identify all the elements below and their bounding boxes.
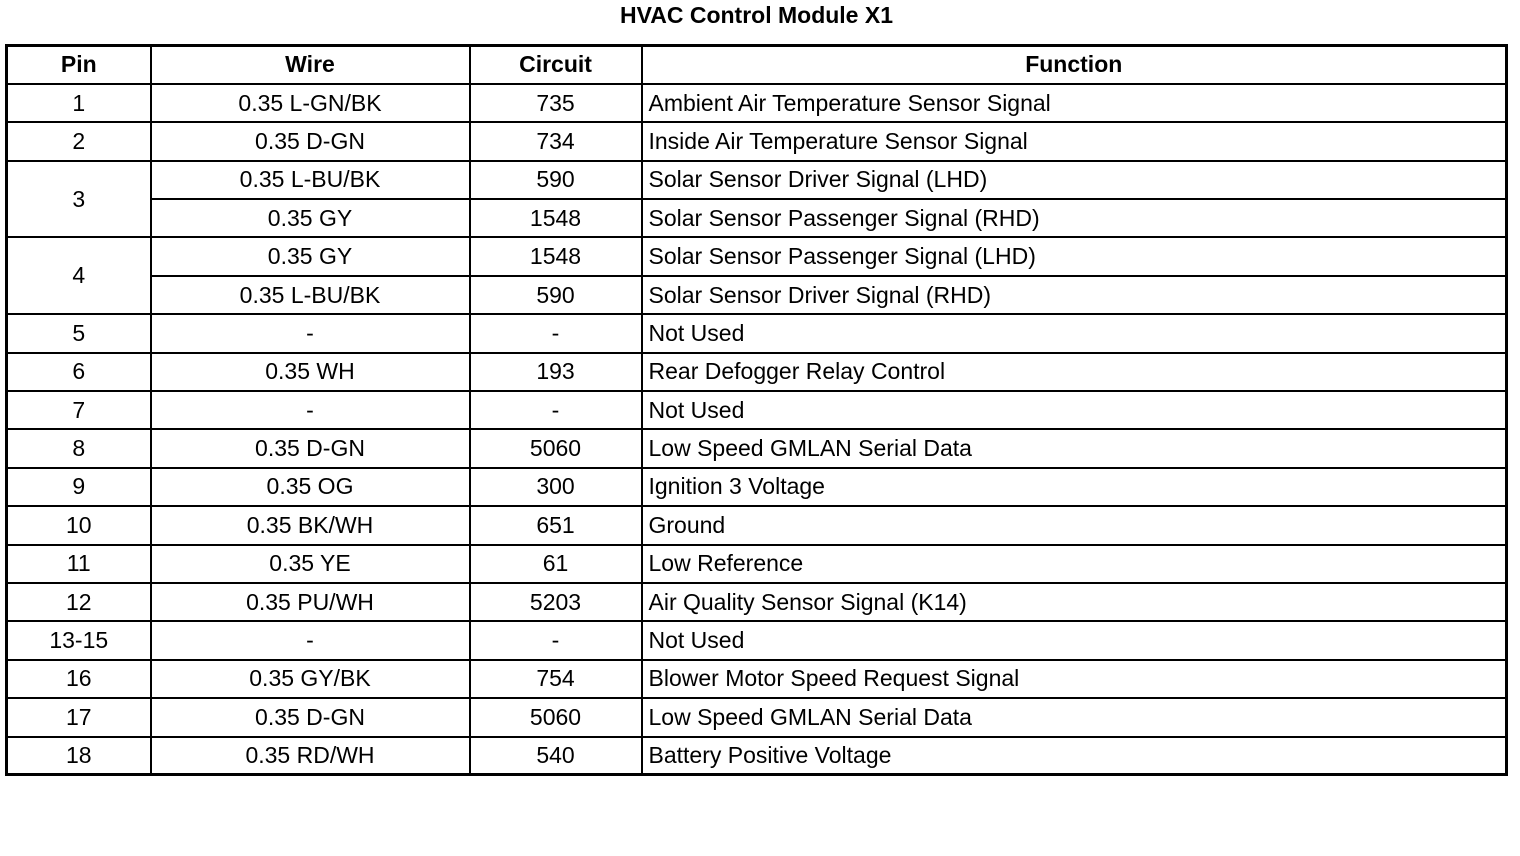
circuit-cell: 5060	[470, 429, 642, 467]
function-cell: Battery Positive Voltage	[642, 737, 1507, 775]
table-row	[7, 314, 1507, 352]
wire-cell: 0.35 WH	[151, 353, 470, 391]
table-row	[7, 737, 1507, 775]
pin-cell: 5	[7, 314, 151, 352]
table-row	[7, 429, 1507, 467]
circuit-cell: 5060	[470, 698, 642, 736]
table-row	[7, 506, 1507, 544]
wire-cell: 0.35 D-GN	[151, 698, 470, 736]
function-cell: Blower Motor Speed Request Signal	[642, 660, 1507, 698]
function-cell: Solar Sensor Passenger Signal (RHD)	[642, 199, 1507, 237]
table-row	[7, 122, 1507, 160]
wire-cell: 0.35 BK/WH	[151, 506, 470, 544]
circuit-cell: 590	[470, 276, 642, 314]
circuit-cell: 651	[470, 506, 642, 544]
header-row	[7, 46, 1507, 84]
circuit-cell: -	[470, 621, 642, 659]
pin-cell: 16	[7, 660, 151, 698]
table-row	[7, 237, 1507, 275]
circuit-cell: 61	[470, 545, 642, 583]
table-title: HVAC Control Module X1	[619, 2, 893, 28]
pin-cell: 1	[7, 84, 151, 122]
pin-cell: 6	[7, 353, 151, 391]
table-row	[7, 468, 1507, 506]
wire-cell: 0.35 L-BU/BK	[151, 276, 470, 314]
circuit-cell: 5203	[470, 583, 642, 621]
function-cell: Low Speed GMLAN Serial Data	[642, 429, 1507, 467]
header-function: Function	[642, 46, 1507, 84]
pin-cell: 9	[7, 468, 151, 506]
wire-cell: 0.35 L-BU/BK	[151, 161, 470, 199]
pin-cell: 3	[7, 161, 151, 238]
table-row	[7, 698, 1507, 736]
wire-cell: 0.35 D-GN	[151, 122, 470, 160]
table-row	[7, 391, 1507, 429]
wire-cell: 0.35 L-GN/BK	[151, 84, 470, 122]
circuit-cell: 540	[470, 737, 642, 775]
wire-cell: -	[151, 621, 470, 659]
table-row	[7, 545, 1507, 583]
function-cell: Not Used	[642, 314, 1507, 352]
wire-cell: 0.35 PU/WH	[151, 583, 470, 621]
wire-cell: -	[151, 391, 470, 429]
header-pin: Pin	[7, 46, 151, 84]
wire-cell: 0.35 GY	[151, 199, 470, 237]
function-cell: Not Used	[642, 621, 1507, 659]
circuit-cell: 300	[470, 468, 642, 506]
pin-cell: 4	[7, 237, 151, 314]
circuit-cell: 1548	[470, 199, 642, 237]
circuit-cell: -	[470, 391, 642, 429]
header-circuit: Circuit	[470, 46, 642, 84]
pin-cell: 12	[7, 583, 151, 621]
function-cell: Ignition 3 Voltage	[642, 468, 1507, 506]
circuit-cell: 590	[470, 161, 642, 199]
circuit-cell: 1548	[470, 237, 642, 275]
circuit-cell: 734	[470, 122, 642, 160]
wire-cell: 0.35 GY/BK	[151, 660, 470, 698]
table-row	[7, 660, 1507, 698]
function-cell: Inside Air Temperature Sensor Signal	[642, 122, 1507, 160]
header-wire: Wire	[151, 46, 470, 84]
table-row	[7, 621, 1507, 659]
table-row	[7, 276, 1507, 314]
connector-pinout-table	[5, 44, 1508, 776]
pin-cell: 13-15	[7, 621, 151, 659]
circuit-cell: 193	[470, 353, 642, 391]
circuit-cell: 735	[470, 84, 642, 122]
table-row	[7, 161, 1507, 199]
wire-cell: 0.35 RD/WH	[151, 737, 470, 775]
function-cell: Solar Sensor Driver Signal (RHD)	[642, 276, 1507, 314]
pin-cell: 18	[7, 737, 151, 775]
circuit-cell: -	[470, 314, 642, 352]
pin-cell: 17	[7, 698, 151, 736]
function-cell: Rear Defogger Relay Control	[642, 353, 1507, 391]
pin-cell: 10	[7, 506, 151, 544]
function-cell: Air Quality Sensor Signal (K14)	[642, 583, 1507, 621]
table-row	[7, 84, 1507, 122]
table-row	[7, 583, 1507, 621]
pin-cell: 8	[7, 429, 151, 467]
pin-cell: 11	[7, 545, 151, 583]
function-cell: Solar Sensor Passenger Signal (LHD)	[642, 237, 1507, 275]
pin-cell: 7	[7, 391, 151, 429]
function-cell: Low Reference	[642, 545, 1507, 583]
function-cell: Ambient Air Temperature Sensor Signal	[642, 84, 1507, 122]
function-cell: Ground	[642, 506, 1507, 544]
function-cell: Not Used	[642, 391, 1507, 429]
function-cell: Solar Sensor Driver Signal (LHD)	[642, 161, 1507, 199]
circuit-cell: 754	[470, 660, 642, 698]
wire-cell: 0.35 YE	[151, 545, 470, 583]
pin-cell: 2	[7, 122, 151, 160]
wire-cell: 0.35 D-GN	[151, 429, 470, 467]
wire-cell: -	[151, 314, 470, 352]
function-cell: Low Speed GMLAN Serial Data	[642, 698, 1507, 736]
table-row	[7, 199, 1507, 237]
wire-cell: 0.35 OG	[151, 468, 470, 506]
table-row	[7, 353, 1507, 391]
wire-cell: 0.35 GY	[151, 237, 470, 275]
